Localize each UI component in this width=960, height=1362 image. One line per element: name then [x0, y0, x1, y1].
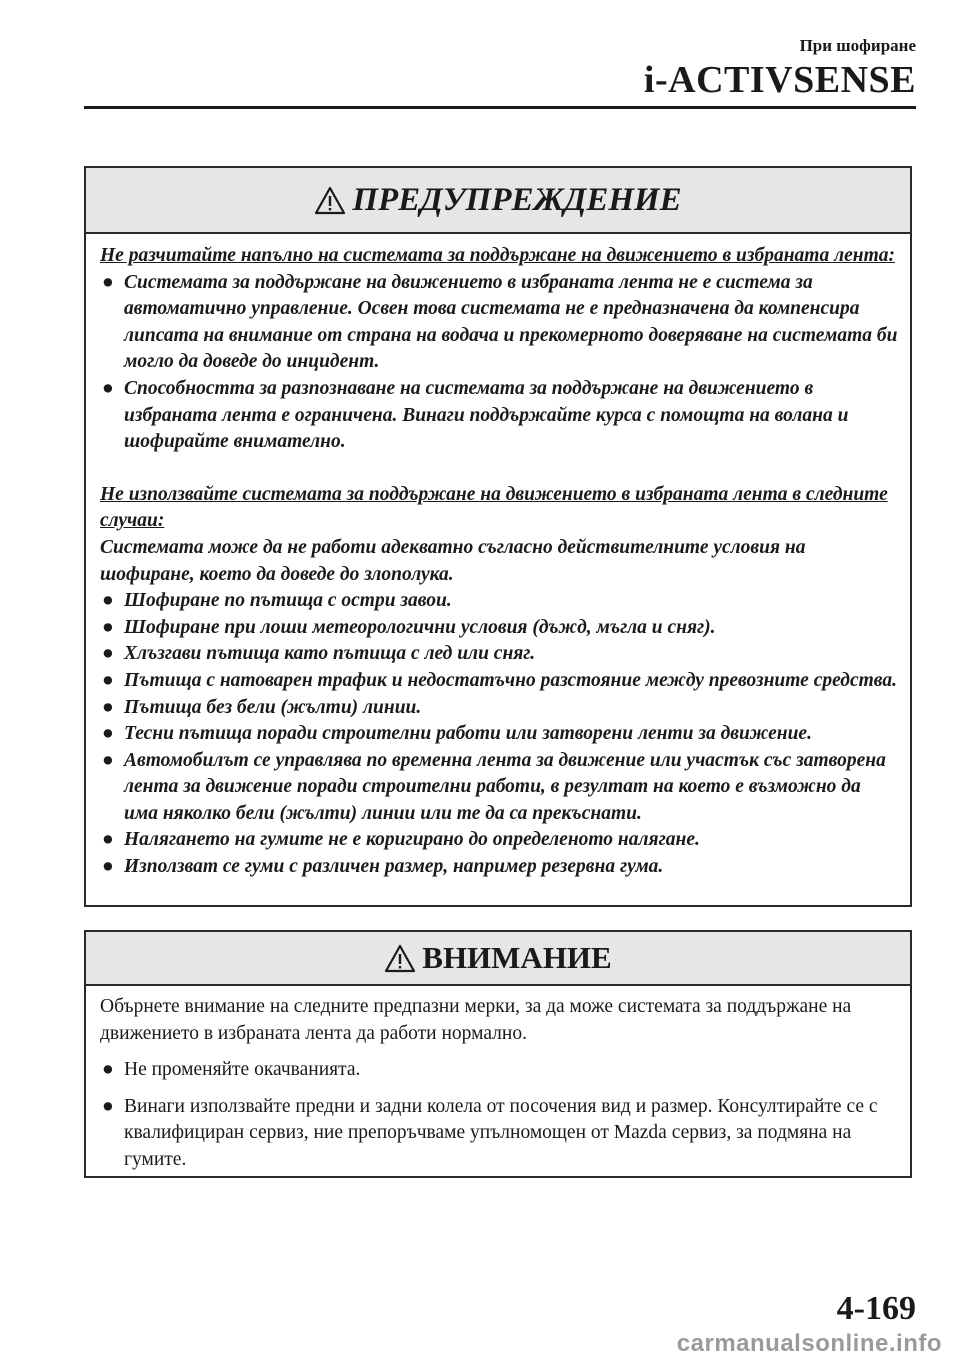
bullet-icon: ● — [102, 723, 114, 745]
section-title: При шофиране — [799, 36, 916, 55]
list-item: ● Пътища без бели (жълти) линии. — [100, 695, 898, 722]
caution-box — [84, 930, 912, 1178]
page-number: 4-169 — [836, 1290, 916, 1327]
list-item: ● Винаги използвайте предни и задни колела от посочения вид и размер. Консултирайте се с квалифициран сервиз, ние препоръчваме упълномощен от Mazda сервиз, за подмяна на гумите. — [102, 1095, 878, 1170]
warning-body — [86, 234, 910, 881]
caution-list — [100, 1057, 898, 1173]
bullet-icon: ● — [102, 669, 114, 691]
chapter-title: i-ACTIVSENSE — [643, 59, 916, 101]
list-item: ● Пътища с натоварен трафик и недостатъчно разстояние между превозните средства. — [100, 668, 898, 695]
watermark: carmanualsonline.info — [676, 1330, 942, 1357]
bullet-icon: ● — [102, 696, 114, 718]
caution-title: ВНИМАНИЕ — [422, 940, 612, 975]
list-item: ● Налягането на гумите не е коригирано до определеното налягане. — [100, 827, 898, 854]
warning-box — [84, 166, 912, 907]
warning-heading-2: Не използвайте системата за поддържане на движението в избраната лента в следните случаи: — [100, 483, 888, 532]
caution-intro: Обърнете внимание на следните предпазни мерки, за да може системата за поддържане на движението в избраната лента да работи нормално. — [100, 996, 852, 1044]
bullet-icon: ● — [102, 1059, 114, 1080]
list-item: ● Хлъзгави пътища като пътища с лед или сняг. — [100, 641, 898, 668]
bullet-icon: ● — [102, 643, 114, 665]
bullet-icon: ● — [102, 856, 114, 878]
warning-heading-1: Не разчитайте напълно на системата за поддържане на движението в избраната лента: — [100, 245, 895, 266]
header-divider — [84, 106, 916, 109]
warning-title: ПРЕДУПРЕЖДЕНИЕ — [352, 181, 682, 218]
list-item: ● Шофиране при лоши метеорологични условия (дъжд, мъгла и сняг). — [100, 615, 898, 642]
bullet-icon: ● — [102, 590, 114, 612]
caution-body — [86, 986, 910, 1173]
warning-header — [86, 168, 910, 234]
bullet-icon: ● — [102, 829, 114, 851]
bullet-icon: ● — [102, 749, 114, 771]
list-item: ● Способността за разпознаване на системата за поддържане на движението в избраната лента е ограничена. Винаги поддържайте курса с помощта на волана и шофирайте внимателно. — [102, 377, 849, 453]
bullet-icon: ● — [102, 377, 114, 399]
warning-intro-2: Системата може да не работи адекватно съгласно действителните условия на шофиране, което да доведе до злополука. — [100, 536, 806, 585]
caution-header — [86, 932, 910, 986]
bullet-icon: ● — [102, 1095, 114, 1117]
warning-list-1 — [100, 270, 898, 456]
warning-list-2 — [100, 588, 898, 881]
bullet-icon: ● — [102, 271, 114, 293]
list-item: ● Системата за поддържане на движението в избраната лента не е система за автоматично управление. Освен това системата не е предназначена да компенсира липсата на внимание от страна на водача и прекомерното доверяване на системата би могло да доведе до инцидент. — [102, 271, 898, 373]
warning-triangle-icon — [384, 944, 416, 973]
list-item: ● Използват се гуми с различен размер, например резервна гума. — [100, 854, 898, 881]
list-item: ● Шофиране по пътища с остри завои. — [100, 588, 898, 615]
bullet-icon: ● — [102, 616, 114, 638]
list-item: ● Автомобилът се управлява по временна лента за движение или участък със затворена лента за движение поради строителни работи, в резултат на което е възможно да има няколко бели (жълти) линии или те да са прекъснати. — [102, 749, 886, 824]
warning-triangle-icon — [314, 186, 346, 215]
list-item: ● Не променяйте окачванията. — [100, 1057, 898, 1084]
list-item: ● Тесни пътища поради строителни работи или затворени ленти за движение. — [100, 721, 898, 748]
